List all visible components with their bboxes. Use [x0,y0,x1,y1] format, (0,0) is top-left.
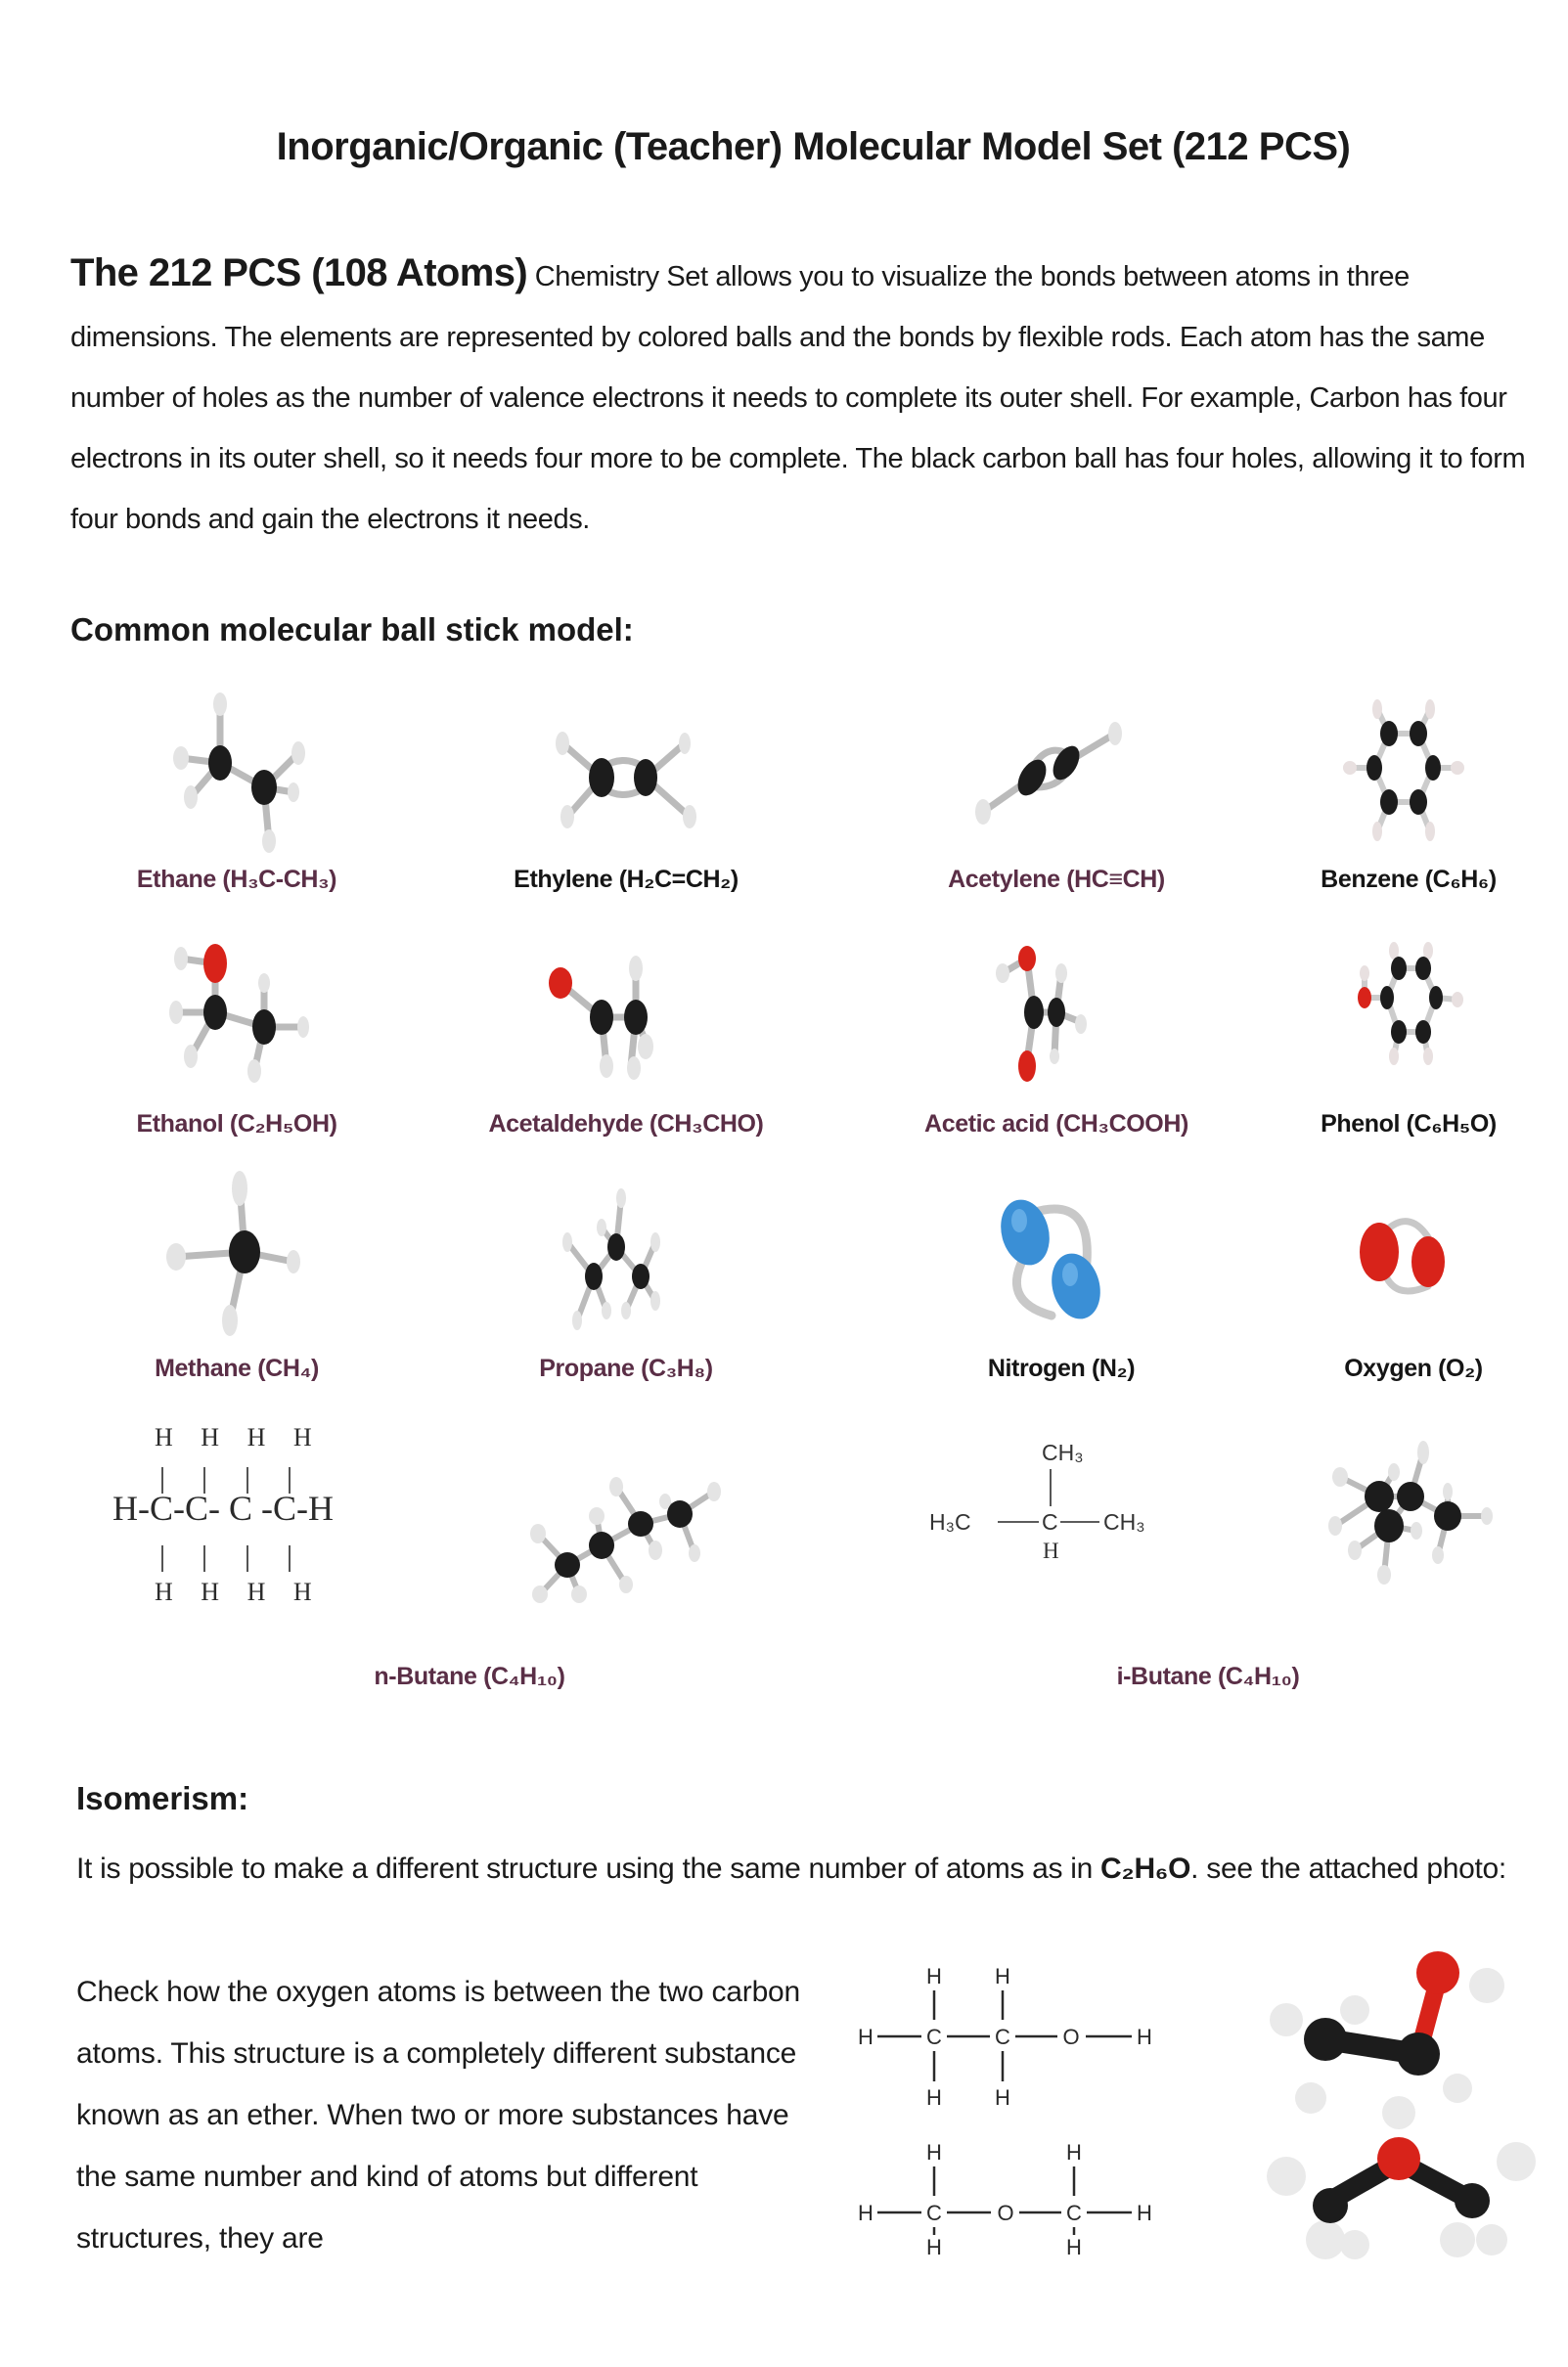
n-butane-chain: H-C-C- C -C-H [112,1489,334,1528]
propane-model-image [528,1174,724,1340]
h-label: H [926,2235,942,2259]
isomerism-heading: Isomerism: [76,1780,249,1816]
h-label: H [926,1964,942,1988]
isomerism-paragraph-1: It is possible to make a different structure using the same number of atoms as in C₂H₆O. see the attached photo: [76,1853,1506,1885]
oxygen-model-image [1340,1193,1487,1320]
section-heading: Common molecular ball stick model: [70,611,634,648]
caption-acetic-acid: Acetic acid (CH₃COOH) [924,1110,1188,1138]
caption-ethylene: Ethylene (H₂C=CH₂) [514,866,739,893]
caption-methane: Methane (CH₄) [155,1355,319,1382]
hydrogen-label: H [246,1578,266,1606]
o-label: O [997,2201,1014,2225]
ethane-model-image [127,675,342,861]
hydrogen-label: H [201,1423,220,1451]
acetaldehyde-model-image [528,939,724,1095]
document-title: Inorganic/Organic (Teacher) Molecular Model Set (212 PCS) [276,125,1351,168]
h-label: H [1137,2201,1152,2225]
ethanol-formula: C₂H₆O [1100,1853,1191,1885]
hydrogen-bottom-label: H [1043,1539,1059,1563]
caption-n-butane: n-Butane (C₄H₁₀) [374,1663,565,1690]
h-label: H [995,1964,1010,1988]
acetylene-model-image [959,694,1154,841]
hydrogen-label: H [155,1578,173,1606]
h-label: H [926,2140,942,2165]
caption-benzene: Benzene (C₆H₆) [1321,866,1497,893]
caption-oxygen: Oxygen (O₂) [1344,1355,1483,1382]
hydrogen-label: H [246,1423,266,1451]
acetic-acid-model-image [959,929,1154,1095]
hydrogen-label: H [155,1423,173,1451]
i-butane-model-image [1301,1433,1516,1609]
carbon-center-label: C [1042,1509,1058,1535]
c-label: C [926,2025,942,2049]
c-label: C [995,2025,1010,2049]
i-butane-structural-formula [929,1438,1184,1594]
n-butane-model-image [518,1448,743,1614]
h-label: H [995,2085,1010,2110]
caption-ethane: Ethane (H₃C-CH₃) [136,866,337,893]
benzene-model-image [1311,694,1506,851]
caption-acetaldehyde: Acetaldehyde (CH₃CHO) [488,1110,764,1138]
nitrogen-model-image [978,1174,1154,1340]
intro-body: Chemistry Set allows you to visualize the bonds between atoms in three dimensions. The elements are represented by colored balls and the bonds by flexible rods. Each atom has the same number of holes as the number of valence electrons it needs to complete its outer shell. For example, Carbon has four electrons in its outer shell, so it needs four more to be complete. The black carbon ball has four holes, allowing it to form four bonds and gain the electrons it needs. [70,261,1526,535]
hydrogen-label: H [292,1423,312,1451]
c-label: C [926,2201,942,2225]
caption-nitrogen: Nitrogen (N₂) [987,1355,1136,1382]
caption-acetylene: Acetylene (HC≡CH) [948,866,1165,893]
h-label: H [858,2201,874,2225]
h-label: H [1137,2025,1152,2049]
caption-phenol: Phenol (C₆H₅O) [1321,1110,1497,1138]
methyl-right-label: CH₃ [1103,1509,1145,1535]
o-label: O [1062,2025,1080,2049]
caption-i-butane: i-Butane (C₄H₁₀) [1116,1663,1300,1690]
n-butane-bottom-hydrogens [155,1578,312,1607]
n-butane-structural-formula [108,1423,362,1648]
c-label: C [1066,2201,1082,2225]
intro-lead: The 212 PCS (108 Atoms) [70,251,528,294]
n-butane-top-hydrogens [155,1423,312,1452]
h-label: H [858,2025,874,2049]
h-label: H [1066,2235,1082,2259]
phenol-model-image [1311,939,1506,1086]
isomerism-paragraph-2: Check how the oxygen atoms is between the two carbon atoms. This structure is a completely different substance known as an ether. When two or more substances have the same number and kind of atoms but different structures, they are [76,1976,801,2255]
caption-propane: Propane (C₃H₈) [539,1355,713,1382]
ethylene-model-image [528,704,724,851]
hydrogen-label: H [201,1578,220,1606]
intro-paragraph [70,243,1538,550]
caption-ethanol: Ethanol (C₂H₅OH) [136,1110,337,1138]
methyl-top-label: CH₃ [1042,1440,1084,1465]
ethanol-model-image [127,924,342,1100]
ethanol-ether-model-image [1242,1942,1555,2264]
hydrogen-label: H [292,1578,312,1606]
methane-model-image [137,1164,333,1340]
h-label: H [1066,2140,1082,2165]
h-label: H [926,2085,942,2110]
ethanol-ether-structural-formulas [851,1956,1164,2259]
methyl-left-label: H₃C [929,1509,971,1535]
